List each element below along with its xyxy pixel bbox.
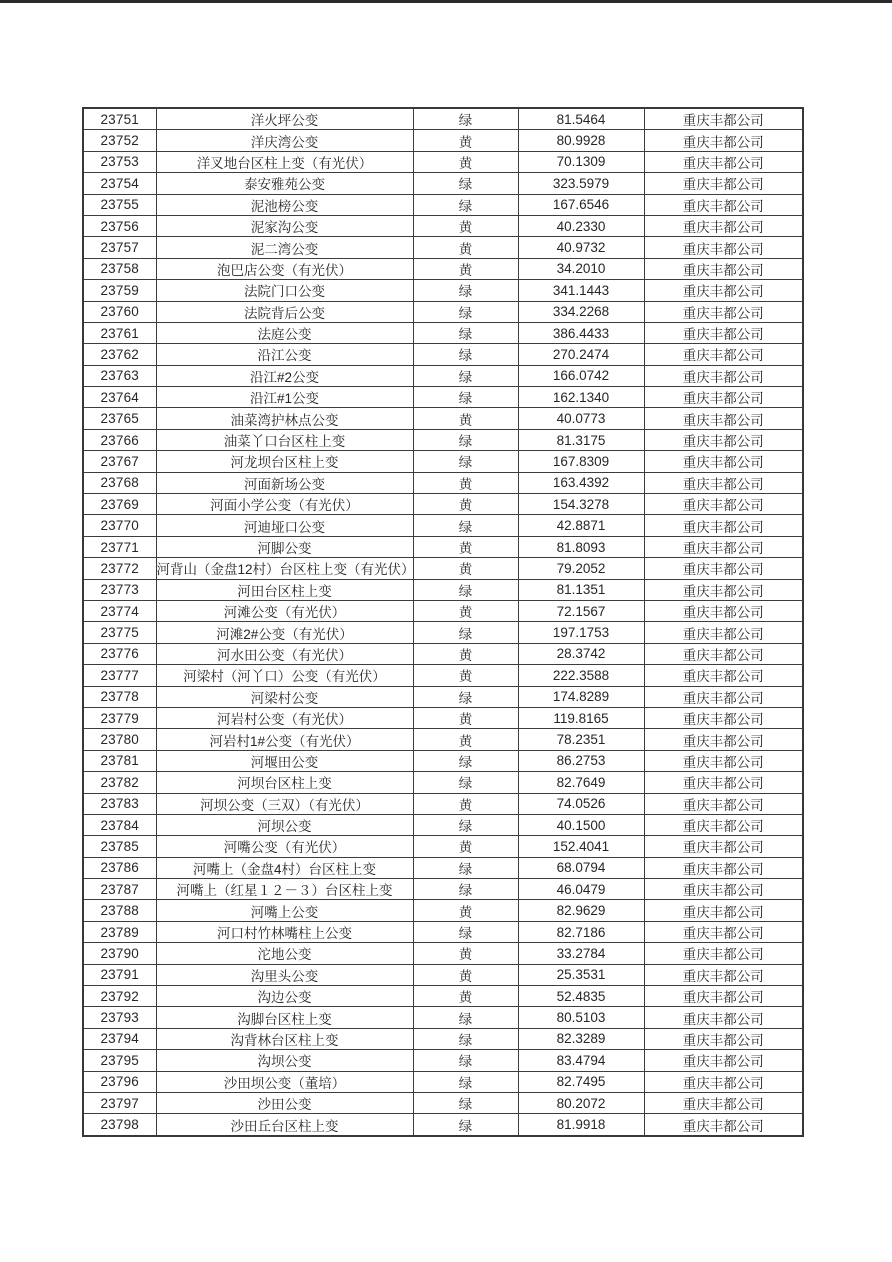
row-status-cell: 绿: [413, 451, 518, 472]
row-value-cell: 68.0794: [518, 857, 644, 878]
row-name-cell: 洋火坪公变: [156, 108, 413, 130]
row-value-cell: 40.9732: [518, 237, 644, 258]
table-row: [83, 173, 803, 194]
table-row: [83, 921, 803, 942]
row-value-cell: 79.2052: [518, 558, 644, 579]
row-company-cell: 重庆丰都公司: [644, 772, 803, 793]
row-value-cell: 46.0479: [518, 879, 644, 900]
table-row: [83, 215, 803, 236]
row-name-cell: 河堰田公变: [156, 750, 413, 771]
row-value-cell: 82.7495: [518, 1071, 644, 1092]
row-value-cell: 40.0773: [518, 408, 644, 429]
table-row: [83, 793, 803, 814]
row-status-cell: 黄: [413, 665, 518, 686]
row-status-cell: 黄: [413, 536, 518, 557]
row-value-cell: 270.2474: [518, 344, 644, 365]
row-id-cell: 23786: [83, 857, 156, 878]
row-id-cell: 23767: [83, 451, 156, 472]
row-name-cell: 沟边公变: [156, 986, 413, 1007]
row-name-cell: 河水田公变（有光伏）: [156, 643, 413, 664]
row-id-cell: 23763: [83, 365, 156, 386]
row-id-cell: 23776: [83, 643, 156, 664]
row-status-cell: 绿: [413, 1071, 518, 1092]
row-company-cell: 重庆丰都公司: [644, 793, 803, 814]
table-row: [83, 108, 803, 130]
row-id-cell: 23780: [83, 729, 156, 750]
row-id-cell: 23761: [83, 322, 156, 343]
row-id-cell: 23760: [83, 301, 156, 322]
table-row: [83, 836, 803, 857]
row-status-cell: 绿: [413, 365, 518, 386]
row-value-cell: 25.3531: [518, 964, 644, 985]
row-id-cell: 23765: [83, 408, 156, 429]
row-value-cell: 82.9629: [518, 900, 644, 921]
table-row: [83, 194, 803, 215]
row-id-cell: 23764: [83, 387, 156, 408]
row-company-cell: 重庆丰都公司: [644, 472, 803, 493]
row-company-cell: 重庆丰都公司: [644, 964, 803, 985]
table-row: [83, 280, 803, 301]
row-status-cell: 黄: [413, 707, 518, 728]
row-status-cell: 绿: [413, 344, 518, 365]
table-row: [83, 472, 803, 493]
row-status-cell: 绿: [413, 579, 518, 600]
row-company-cell: 重庆丰都公司: [644, 836, 803, 857]
row-id-cell: 23773: [83, 579, 156, 600]
row-status-cell: 黄: [413, 237, 518, 258]
row-id-cell: 23775: [83, 622, 156, 643]
row-value-cell: 28.3742: [518, 643, 644, 664]
row-status-cell: 黄: [413, 130, 518, 151]
row-company-cell: 重庆丰都公司: [644, 558, 803, 579]
row-name-cell: 河龙坝台区柱上变: [156, 451, 413, 472]
row-id-cell: 23771: [83, 536, 156, 557]
row-name-cell: 泥二湾公变: [156, 237, 413, 258]
row-company-cell: 重庆丰都公司: [644, 130, 803, 151]
row-name-cell: 洋叉地台区柱上变（有光伏）: [156, 151, 413, 172]
row-id-cell: 23788: [83, 900, 156, 921]
table-row: [83, 686, 803, 707]
row-status-cell: 黄: [413, 408, 518, 429]
table-row: [83, 1071, 803, 1092]
table-row: [83, 536, 803, 557]
row-company-cell: 重庆丰都公司: [644, 280, 803, 301]
row-status-cell: 绿: [413, 750, 518, 771]
row-id-cell: 23790: [83, 943, 156, 964]
row-status-cell: 黄: [413, 558, 518, 579]
row-company-cell: 重庆丰都公司: [644, 258, 803, 279]
table-row: [83, 943, 803, 964]
row-value-cell: 86.2753: [518, 750, 644, 771]
row-company-cell: 重庆丰都公司: [644, 814, 803, 835]
row-id-cell: 23752: [83, 130, 156, 151]
table-row: [83, 1114, 803, 1136]
row-name-cell: 河田台区柱上变: [156, 579, 413, 600]
table-row: [83, 707, 803, 728]
row-id-cell: 23785: [83, 836, 156, 857]
row-company-cell: 重庆丰都公司: [644, 1071, 803, 1092]
table-row: [83, 772, 803, 793]
row-status-cell: 绿: [413, 301, 518, 322]
row-name-cell: 沙田坝公变（董培）: [156, 1071, 413, 1092]
row-id-cell: 23753: [83, 151, 156, 172]
row-status-cell: 黄: [413, 472, 518, 493]
row-status-cell: 绿: [413, 387, 518, 408]
row-status-cell: 绿: [413, 857, 518, 878]
row-company-cell: 重庆丰都公司: [644, 515, 803, 536]
transformer-table-body: [83, 108, 803, 1136]
row-name-cell: 河梁村（河丫口）公变（有光伏）: [156, 665, 413, 686]
row-company-cell: 重庆丰都公司: [644, 237, 803, 258]
row-name-cell: 泡巴店公变（有光伏）: [156, 258, 413, 279]
table-row: [83, 964, 803, 985]
row-id-cell: 23768: [83, 472, 156, 493]
row-name-cell: 河梁村公变: [156, 686, 413, 707]
row-name-cell: 油菜湾护林点公变: [156, 408, 413, 429]
row-status-cell: 绿: [413, 1028, 518, 1049]
row-status-cell: 绿: [413, 173, 518, 194]
row-name-cell: 河背山（金盘12村）台区柱上变（有光伏）: [156, 558, 413, 579]
row-id-cell: 23787: [83, 879, 156, 900]
row-company-cell: 重庆丰都公司: [644, 579, 803, 600]
table-row: [83, 986, 803, 1007]
row-name-cell: 沿江公变: [156, 344, 413, 365]
table-row: [83, 494, 803, 515]
row-id-cell: 23772: [83, 558, 156, 579]
row-id-cell: 23793: [83, 1007, 156, 1028]
row-id-cell: 23777: [83, 665, 156, 686]
row-name-cell: 法庭公变: [156, 322, 413, 343]
row-id-cell: 23766: [83, 429, 156, 450]
row-name-cell: 泰安雅苑公变: [156, 173, 413, 194]
row-company-cell: 重庆丰都公司: [644, 1007, 803, 1028]
row-value-cell: 167.8309: [518, 451, 644, 472]
row-value-cell: 82.3289: [518, 1028, 644, 1049]
row-value-cell: 52.4835: [518, 986, 644, 1007]
row-id-cell: 23759: [83, 280, 156, 301]
row-status-cell: 黄: [413, 964, 518, 985]
row-name-cell: 油菜丫口台区柱上变: [156, 429, 413, 450]
row-name-cell: 沙田公变: [156, 1092, 413, 1113]
row-name-cell: 河面新场公变: [156, 472, 413, 493]
row-status-cell: 黄: [413, 793, 518, 814]
row-id-cell: 23796: [83, 1071, 156, 1092]
row-status-cell: 黄: [413, 729, 518, 750]
row-value-cell: 83.4794: [518, 1050, 644, 1071]
row-name-cell: 泥池榜公变: [156, 194, 413, 215]
row-company-cell: 重庆丰都公司: [644, 194, 803, 215]
row-value-cell: 40.2330: [518, 215, 644, 236]
table-row: [83, 258, 803, 279]
row-value-cell: 166.0742: [518, 365, 644, 386]
row-name-cell: 河迪垭口公变: [156, 515, 413, 536]
row-status-cell: 绿: [413, 280, 518, 301]
table-row: [83, 130, 803, 151]
row-name-cell: 沿江#2公变: [156, 365, 413, 386]
table-row: [83, 1007, 803, 1028]
table-row: [83, 622, 803, 643]
row-company-cell: 重庆丰都公司: [644, 643, 803, 664]
row-name-cell: 河岩村1#公变（有光伏）: [156, 729, 413, 750]
row-value-cell: 81.1351: [518, 579, 644, 600]
table-row: [83, 429, 803, 450]
row-value-cell: 197.1753: [518, 622, 644, 643]
row-company-cell: 重庆丰都公司: [644, 707, 803, 728]
row-company-cell: 重庆丰都公司: [644, 108, 803, 130]
row-value-cell: 42.8871: [518, 515, 644, 536]
row-status-cell: 绿: [413, 515, 518, 536]
row-name-cell: 河脚公变: [156, 536, 413, 557]
table-row: [83, 900, 803, 921]
row-id-cell: 23756: [83, 215, 156, 236]
table-row: [83, 451, 803, 472]
row-status-cell: 绿: [413, 108, 518, 130]
row-value-cell: 80.9928: [518, 130, 644, 151]
row-name-cell: 河嘴上（红星１２－３）台区柱上变: [156, 879, 413, 900]
row-status-cell: 绿: [413, 322, 518, 343]
row-value-cell: 167.6546: [518, 194, 644, 215]
row-status-cell: 绿: [413, 1114, 518, 1136]
row-company-cell: 重庆丰都公司: [644, 301, 803, 322]
table-row: [83, 750, 803, 771]
row-name-cell: 河嘴公变（有光伏）: [156, 836, 413, 857]
row-status-cell: 绿: [413, 429, 518, 450]
row-name-cell: 法院背后公变: [156, 301, 413, 322]
row-company-cell: 重庆丰都公司: [644, 729, 803, 750]
row-status-cell: 绿: [413, 686, 518, 707]
row-status-cell: 绿: [413, 921, 518, 942]
row-value-cell: 80.2072: [518, 1092, 644, 1113]
row-company-cell: 重庆丰都公司: [644, 1092, 803, 1113]
table-row: [83, 729, 803, 750]
row-status-cell: 绿: [413, 1007, 518, 1028]
row-id-cell: 23781: [83, 750, 156, 771]
row-id-cell: 23778: [83, 686, 156, 707]
row-status-cell: 绿: [413, 1092, 518, 1113]
row-id-cell: 23794: [83, 1028, 156, 1049]
row-value-cell: 174.8289: [518, 686, 644, 707]
row-value-cell: 40.1500: [518, 814, 644, 835]
table-row: [83, 322, 803, 343]
row-value-cell: 81.5464: [518, 108, 644, 130]
row-company-cell: 重庆丰都公司: [644, 536, 803, 557]
row-id-cell: 23754: [83, 173, 156, 194]
row-status-cell: 绿: [413, 814, 518, 835]
row-value-cell: 154.3278: [518, 494, 644, 515]
table-row: [83, 600, 803, 621]
row-company-cell: 重庆丰都公司: [644, 750, 803, 771]
row-name-cell: 沱地公变: [156, 943, 413, 964]
row-value-cell: 81.3175: [518, 429, 644, 450]
row-name-cell: 河岩村公变（有光伏）: [156, 707, 413, 728]
table-row: [83, 558, 803, 579]
row-value-cell: 82.7186: [518, 921, 644, 942]
table-row: [83, 579, 803, 600]
table-row: [83, 237, 803, 258]
table-row: [83, 857, 803, 878]
row-company-cell: 重庆丰都公司: [644, 921, 803, 942]
row-company-cell: 重庆丰都公司: [644, 387, 803, 408]
row-value-cell: 334.2268: [518, 301, 644, 322]
row-company-cell: 重庆丰都公司: [644, 151, 803, 172]
row-company-cell: 重庆丰都公司: [644, 344, 803, 365]
row-id-cell: 23757: [83, 237, 156, 258]
row-id-cell: 23770: [83, 515, 156, 536]
row-value-cell: 72.1567: [518, 600, 644, 621]
row-name-cell: 河坝公变（三双）（有光伏）: [156, 793, 413, 814]
row-name-cell: 河嘴上（金盘4村）台区柱上变: [156, 857, 413, 878]
row-value-cell: 34.2010: [518, 258, 644, 279]
row-id-cell: 23798: [83, 1114, 156, 1136]
row-value-cell: 323.5979: [518, 173, 644, 194]
row-name-cell: 沙田丘台区柱上变: [156, 1114, 413, 1136]
row-company-cell: 重庆丰都公司: [644, 1028, 803, 1049]
row-status-cell: 绿: [413, 772, 518, 793]
table-row: [83, 1050, 803, 1071]
row-status-cell: 黄: [413, 836, 518, 857]
row-company-cell: 重庆丰都公司: [644, 986, 803, 1007]
row-name-cell: 河嘴上公变: [156, 900, 413, 921]
row-status-cell: 黄: [413, 258, 518, 279]
row-id-cell: 23769: [83, 494, 156, 515]
row-status-cell: 绿: [413, 622, 518, 643]
row-id-cell: 23789: [83, 921, 156, 942]
row-value-cell: 81.8093: [518, 536, 644, 557]
table-row: [83, 408, 803, 429]
row-status-cell: 黄: [413, 900, 518, 921]
row-company-cell: 重庆丰都公司: [644, 215, 803, 236]
row-id-cell: 23791: [83, 964, 156, 985]
row-value-cell: 386.4433: [518, 322, 644, 343]
row-value-cell: 222.3588: [518, 665, 644, 686]
row-id-cell: 23755: [83, 194, 156, 215]
table-row: [83, 879, 803, 900]
row-status-cell: 黄: [413, 986, 518, 1007]
row-status-cell: 绿: [413, 1050, 518, 1071]
row-company-cell: 重庆丰都公司: [644, 451, 803, 472]
row-company-cell: 重庆丰都公司: [644, 1050, 803, 1071]
row-id-cell: 23795: [83, 1050, 156, 1071]
table-row: [83, 301, 803, 322]
row-name-cell: 泥家沟公变: [156, 215, 413, 236]
row-company-cell: 重庆丰都公司: [644, 943, 803, 964]
row-status-cell: 黄: [413, 643, 518, 664]
row-status-cell: 黄: [413, 494, 518, 515]
row-status-cell: 黄: [413, 151, 518, 172]
row-company-cell: 重庆丰都公司: [644, 622, 803, 643]
row-value-cell: 33.2784: [518, 943, 644, 964]
row-name-cell: 沿江#1公变: [156, 387, 413, 408]
table-row: [83, 1028, 803, 1049]
page-top-strip: [0, 0, 892, 3]
row-id-cell: 23774: [83, 600, 156, 621]
row-id-cell: 23779: [83, 707, 156, 728]
row-value-cell: 81.9918: [518, 1114, 644, 1136]
table-row: [83, 151, 803, 172]
row-name-cell: 沟里头公变: [156, 964, 413, 985]
transformer-table: [82, 107, 804, 1137]
table-row: [83, 387, 803, 408]
table-row: [83, 814, 803, 835]
row-company-cell: 重庆丰都公司: [644, 686, 803, 707]
row-id-cell: 23751: [83, 108, 156, 130]
row-name-cell: 河口村竹林嘴柱上公变: [156, 921, 413, 942]
row-name-cell: 沟坝公变: [156, 1050, 413, 1071]
row-value-cell: 70.1309: [518, 151, 644, 172]
row-id-cell: 23783: [83, 793, 156, 814]
row-value-cell: 74.0526: [518, 793, 644, 814]
row-status-cell: 黄: [413, 215, 518, 236]
row-name-cell: 沟脚台区柱上变: [156, 1007, 413, 1028]
row-id-cell: 23797: [83, 1092, 156, 1113]
row-status-cell: 绿: [413, 194, 518, 215]
row-company-cell: 重庆丰都公司: [644, 600, 803, 621]
row-company-cell: 重庆丰都公司: [644, 365, 803, 386]
row-value-cell: 341.1443: [518, 280, 644, 301]
row-name-cell: 法院门口公变: [156, 280, 413, 301]
row-id-cell: 23762: [83, 344, 156, 365]
row-company-cell: 重庆丰都公司: [644, 1114, 803, 1136]
row-company-cell: 重庆丰都公司: [644, 900, 803, 921]
row-company-cell: 重庆丰都公司: [644, 494, 803, 515]
row-name-cell: 河滩2#公变（有光伏）: [156, 622, 413, 643]
row-name-cell: 河坝台区柱上变: [156, 772, 413, 793]
row-value-cell: 82.7649: [518, 772, 644, 793]
table-row: [83, 344, 803, 365]
row-name-cell: 河坝公变: [156, 814, 413, 835]
row-name-cell: 河滩公变（有光伏）: [156, 600, 413, 621]
table-row: [83, 1092, 803, 1113]
row-company-cell: 重庆丰都公司: [644, 879, 803, 900]
table-row: [83, 665, 803, 686]
row-company-cell: 重庆丰都公司: [644, 322, 803, 343]
row-value-cell: 163.4392: [518, 472, 644, 493]
table-row: [83, 515, 803, 536]
row-company-cell: 重庆丰都公司: [644, 173, 803, 194]
row-name-cell: 河面小学公变（有光伏）: [156, 494, 413, 515]
row-status-cell: 黄: [413, 600, 518, 621]
row-id-cell: 23758: [83, 258, 156, 279]
row-id-cell: 23792: [83, 986, 156, 1007]
row-value-cell: 162.1340: [518, 387, 644, 408]
row-value-cell: 119.8165: [518, 707, 644, 728]
row-name-cell: 洋庆湾公变: [156, 130, 413, 151]
table-row: [83, 643, 803, 664]
row-value-cell: 152.4041: [518, 836, 644, 857]
row-company-cell: 重庆丰都公司: [644, 429, 803, 450]
row-name-cell: 沟背林台区柱上变: [156, 1028, 413, 1049]
row-status-cell: 绿: [413, 879, 518, 900]
row-value-cell: 80.5103: [518, 1007, 644, 1028]
table-row: [83, 365, 803, 386]
row-company-cell: 重庆丰都公司: [644, 665, 803, 686]
row-company-cell: 重庆丰都公司: [644, 857, 803, 878]
row-id-cell: 23784: [83, 814, 156, 835]
row-status-cell: 黄: [413, 943, 518, 964]
row-id-cell: 23782: [83, 772, 156, 793]
row-company-cell: 重庆丰都公司: [644, 408, 803, 429]
row-value-cell: 78.2351: [518, 729, 644, 750]
